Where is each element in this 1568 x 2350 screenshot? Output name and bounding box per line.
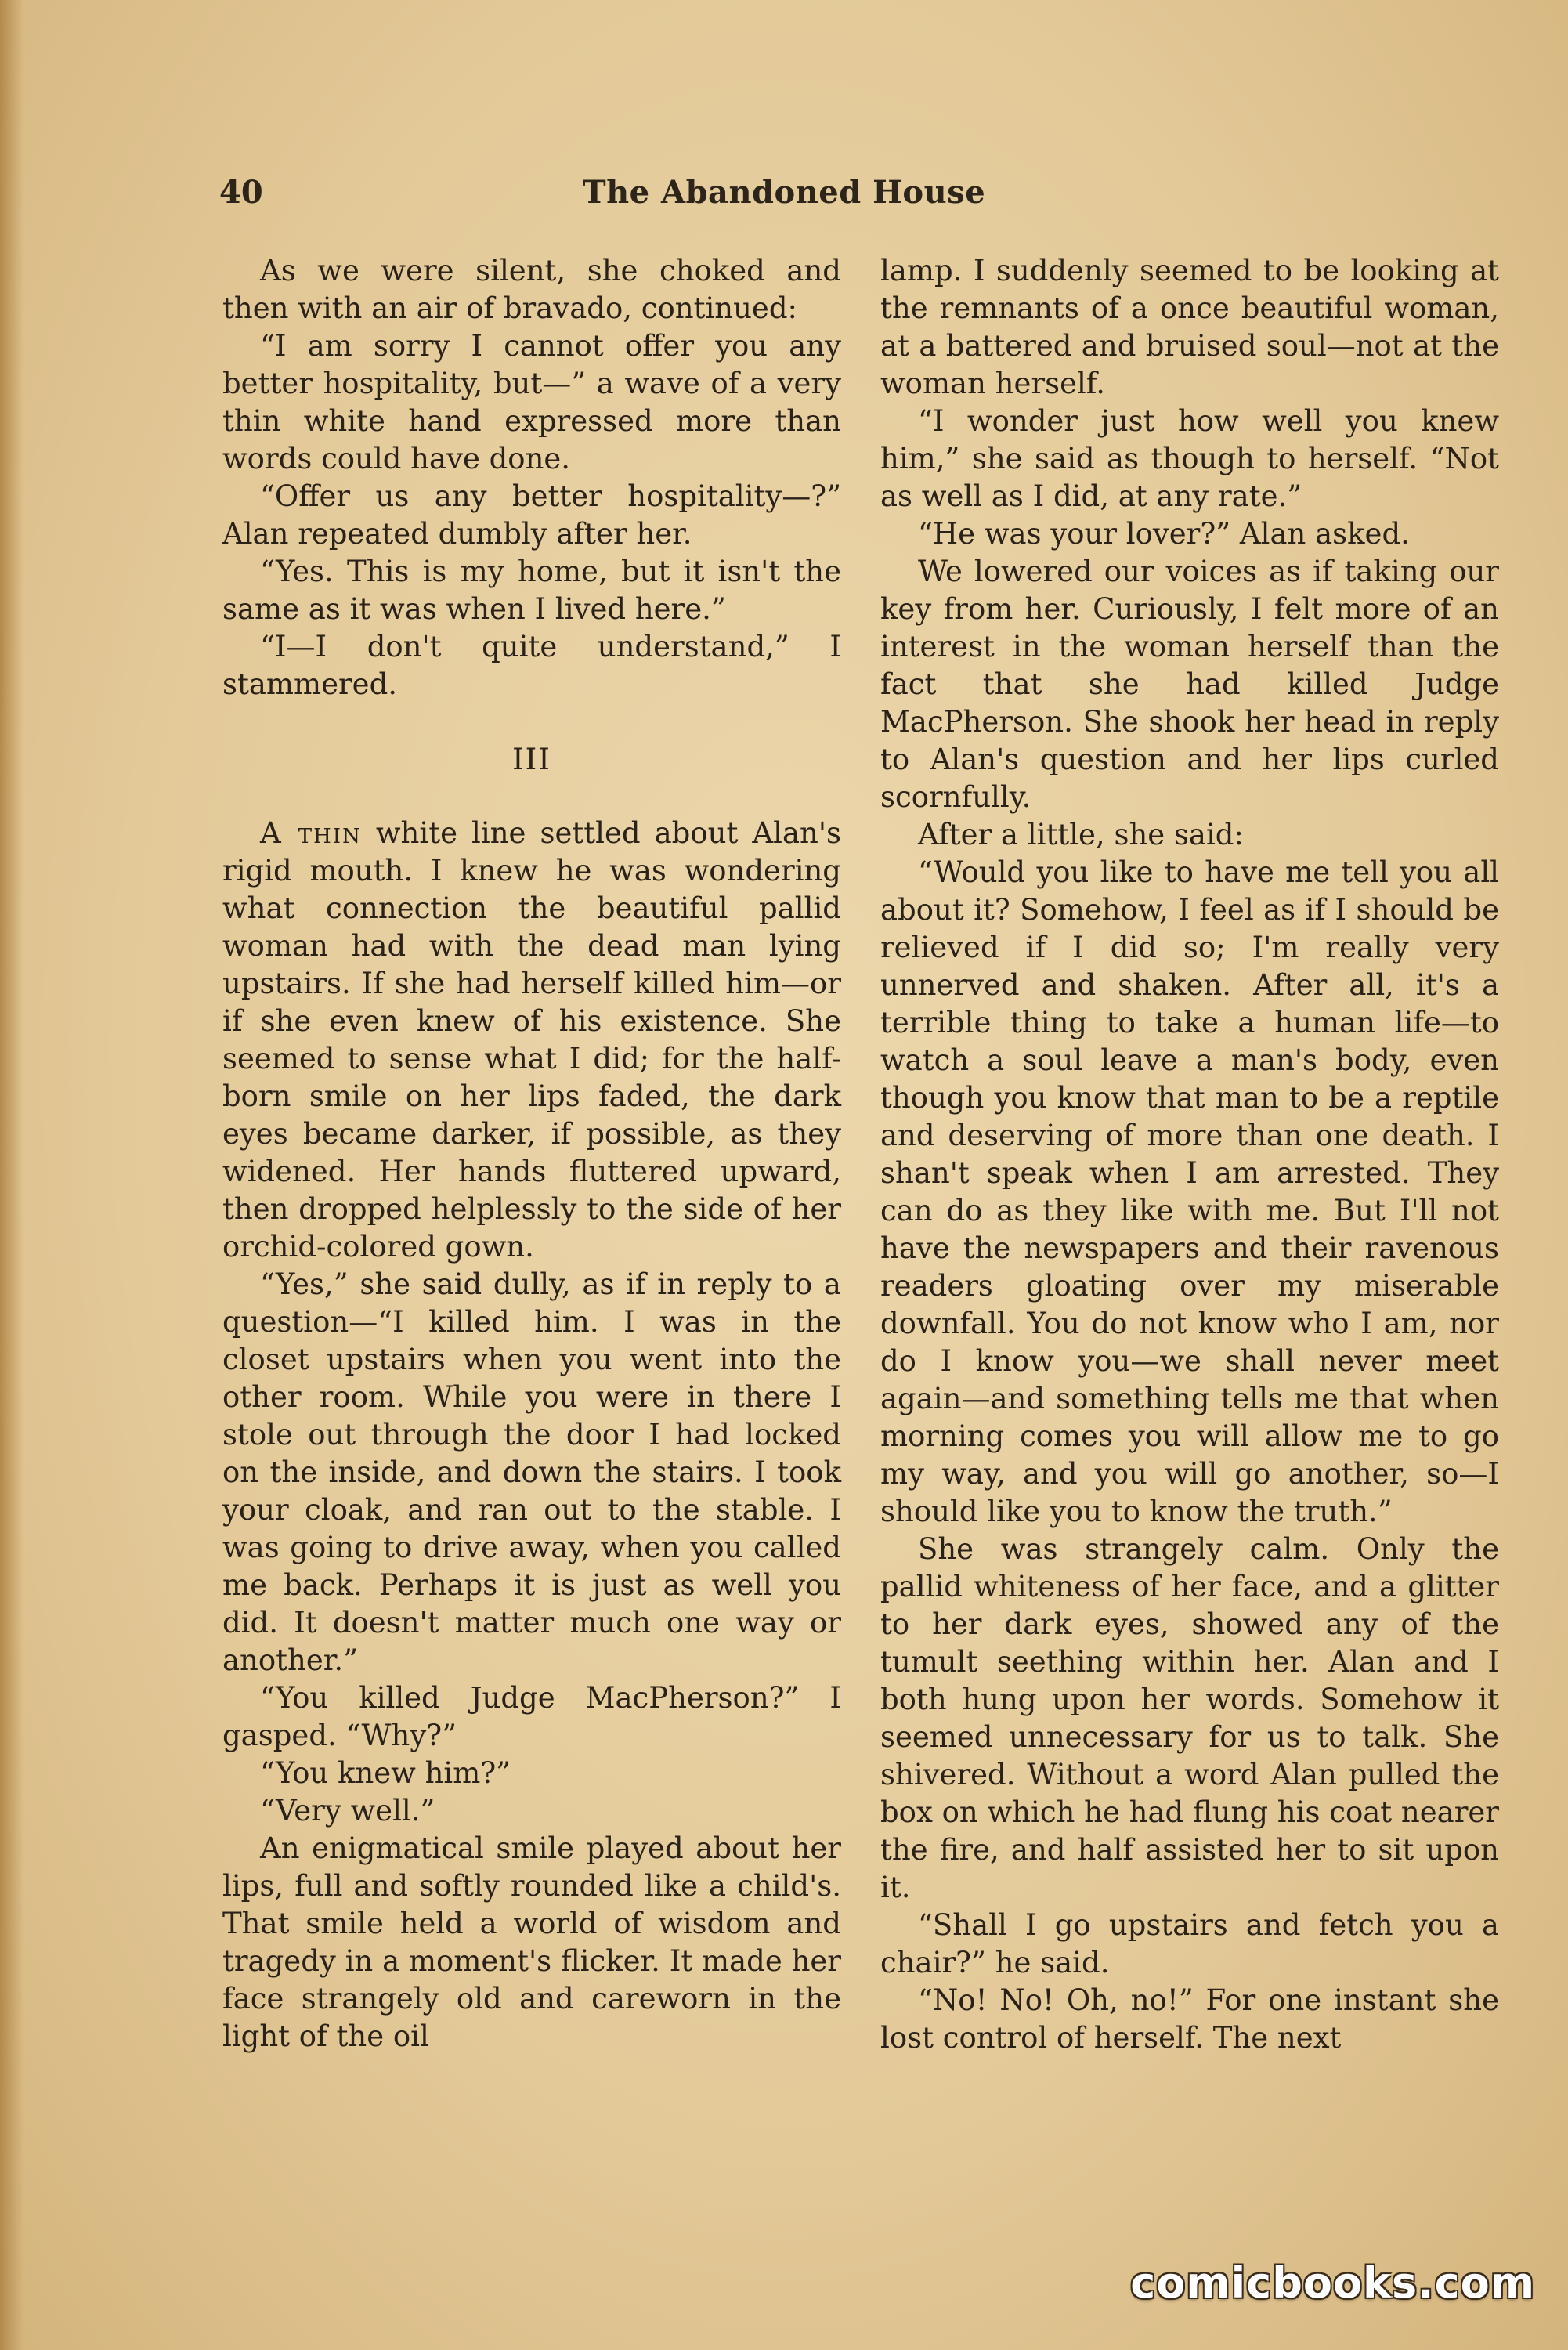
section-heading: III (512, 743, 551, 776)
paragraph: “Yes,” she said dully, as if in reply to a question—“I killed him. I was in the closet upstairs when you went into the other room. While you were in there I stole out through the door I had locked on the inside, and down the stairs. I took your cloak, and ran out to the stable. I was going to drive away, when you called me back. Perhaps it is just as well you did. It doesn't matter much one way or another.” (222, 1267, 841, 1677)
page-edge-shadow (0, 0, 23, 2350)
paragraph-text: white line settled about Alan's rigid mouth. I knew he was wondering what connection the beautiful pallid woman had with the dead man lying upstairs. If she had herself killed him—or if she even knew of his existence. She seemed to sense what I did; for the half-born smile on her lips faded, the dark eyes became darker, if possible, as they widened. Her hands fluttered upward, then dropped helplessly to the side of her orchid-colored gown. (222, 816, 841, 1264)
section-opening-words: A thin (260, 816, 362, 850)
paragraph: “No! No! Oh, no!” For one instant she lost control of herself. The next (880, 1983, 1499, 2055)
paragraph (222, 815, 841, 1266)
right-column (880, 252, 1499, 2057)
paragraph: “You killed Judge MacPherson?” I gasped. “Why?” (222, 1681, 841, 1752)
paragraph: She was strangely calm. Only the pallid whiteness of her face, and a glitter to her dark eyes, showed any of the tumult seething within her. Alan and I both hung upon her words. Somehow it seemed unnecessary for us to talk. She shivered. Without a word Alan pulled the box on which he had flung his coat nearer the fire, and half assisted her to sit upon it. (880, 1532, 1499, 1904)
paragraph: “He was your lover?” Alan asked. (918, 517, 1410, 551)
paragraph: As we were silent, she choked and then with an air of bravado, continued: (222, 254, 841, 325)
paragraph: “Offer us any better hospitality—?” Alan repeated dumbly after her. (222, 479, 841, 551)
paragraph: An enigmatical smile played about her lips, full and softly rounded like a child's. That smile held a world of wisdom and tragedy in a moment's flicker. It made her face strangely old and careworn in the light of the oil (222, 1831, 841, 2053)
paragraph: “You knew him?” (260, 1756, 511, 1790)
paragraph-continued: lamp. I suddenly seemed to be looking at the remnants of a once beautiful woman, at a battered and bruised soul—not at the woman herself. (880, 254, 1499, 400)
paragraph: “Shall I go upstairs and fetch you a chair?” he said. (880, 1908, 1499, 1979)
left-column (222, 252, 841, 2055)
watermark: comicbooks.com (1130, 2258, 1535, 2308)
page-header (0, 174, 1568, 221)
paragraph: “I—I don't quite understand,” I stammered. (222, 630, 841, 701)
page-number: 40 (219, 174, 263, 211)
paragraph: “I wonder just how well you knew him,” she said as though to herself. “Not as well as I did, at any rate.” (880, 404, 1499, 513)
paragraph: “Yes. This is my home, but it isn't the same as it was when I lived here.” (222, 555, 841, 626)
running-title: The Abandoned House (582, 174, 986, 211)
paragraph: “I am sorry I cannot offer you any better hospitality, but—” a wave of a very thin white hand expressed more than words could have done. (222, 329, 841, 475)
paragraph: After a little, she said: (918, 818, 1244, 851)
paragraph: “Would you like to have me tell you all about it? Somehow, I feel as if I should be relieved if I did so; I'm really very unnerved and shaken. After all, it's a terrible thing to take a human life—to watch a soul leave a man's body, even though you know that man to be a reptile and deserving of more than one death. I shan't speak when I am arrested. They can do as they like with me. But I'll not have the newspapers and their ravenous readers gloating over my miserable downfall. You do not know who I am, nor do I know you—we shall never meet again—and something tells me that when morning comes you will allow me to go my way, and you will go another, so—I should like you to know the truth.” (880, 855, 1499, 1528)
paragraph: We lowered our voices as if taking our key from her. Curiously, I felt more of an interest in the woman herself than the fact that she had killed Judge MacPherson. She shook her head in reply to Alan's question and her lips curled scornfully. (880, 555, 1499, 814)
paragraph: “Very well.” (260, 1794, 435, 1828)
